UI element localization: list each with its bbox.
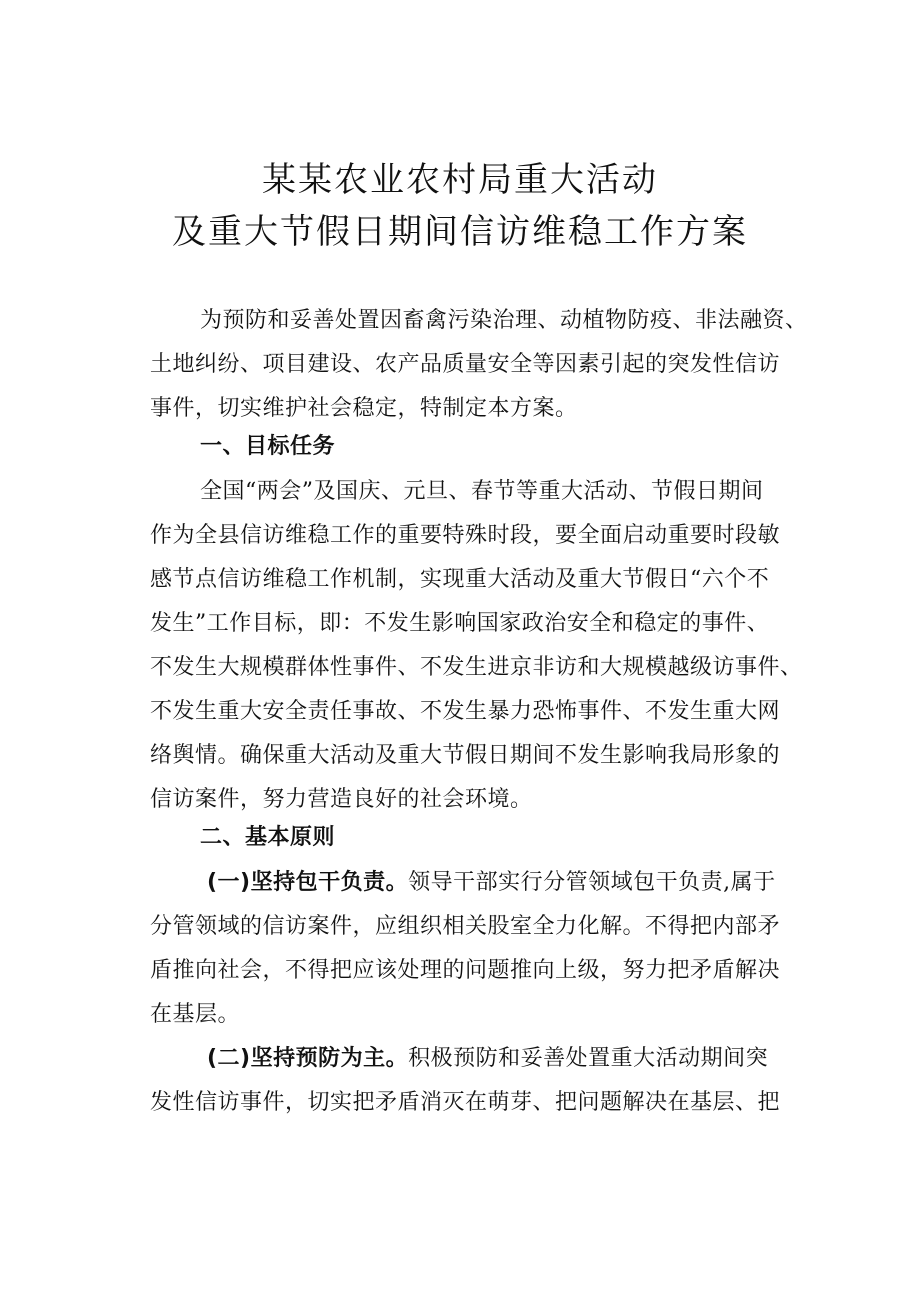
document-title-line-1: 某某农业农村局重大活动: [262, 160, 658, 200]
principle-2-lead: (二)坚持预防为主。: [207, 1046, 409, 1071]
principle-1-lead: (一)坚持包干负责。: [207, 870, 409, 895]
section1-line: 信访案件，努力营造良好的社会环境。: [150, 787, 533, 812]
document-title-line-2: 及重大节假日期间信访维稳工作方案: [172, 212, 748, 252]
principle-1-text: 领导干部实行分管领域包干负责,属于: [408, 870, 776, 895]
intro-line: 事件，切实维护社会稳定，特制定本方案。: [150, 396, 578, 421]
section1-line: 感节点信访维稳工作机制，实现重大活动及重大节假日“六个不: [150, 567, 770, 592]
principle-1-line: 盾推向社会，不得把应该处理的问题推向上级，努力把矛盾解决: [150, 958, 781, 983]
section1-line: 络舆情。确保重大活动及重大节假日期间不发生影响我局形象的: [150, 743, 781, 768]
principle-2-first-line: [207, 1045, 768, 1073]
section-heading-principles: 二、基本原则: [200, 825, 336, 850]
principle-2-line: 发性信访事件，切实把矛盾消灭在萌芽、把问题解决在基层、把: [150, 1090, 781, 1115]
section1-line: 不发生重大安全责任事故、不发生暴力恐怖事件、不发生重大网: [150, 699, 781, 724]
intro-line: 土地纠纷、项目建设、农产品质量安全等因素引起的突发性信访: [150, 352, 781, 377]
section1-line: 不发生大规模群体性事件、不发生进京非访和大规模越级访事件、: [150, 655, 803, 680]
section1-line: 作为全县信访维稳工作的重要特殊时段，要全面启动重要时段敏: [150, 523, 781, 548]
section1-line: 发生”工作目标，即：不发生影响国家政治安全和稳定的事件、: [150, 611, 770, 636]
principle-2-text: 积极预防和妥善处置重大活动期间突: [408, 1046, 769, 1071]
principle-1-line: 在基层。: [150, 1002, 241, 1027]
principle-1-first-line: [207, 869, 776, 897]
section-heading-targets: 一、目标任务: [200, 434, 336, 459]
intro-line: 为预防和妥善处置因畜禽污染治理、动植物防疫、非法融资、: [200, 308, 808, 333]
principle-1-line: 分管领域的信访案件，应组织相关股室全力化解。不得把内部矛: [150, 914, 781, 939]
section1-line: 全国“两会”及国庆、元旦、春节等重大活动、节假日期间: [200, 479, 764, 504]
